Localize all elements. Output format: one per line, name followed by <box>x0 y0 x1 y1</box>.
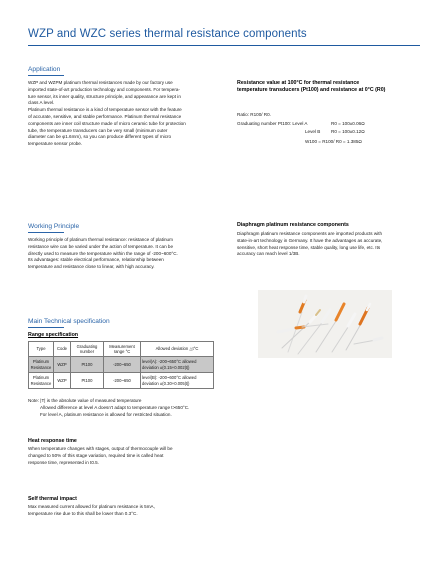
table-cell-deviation: level(B): -200~600°C allowed deviation ±(0.30+0.005|t|) <box>141 373 214 389</box>
ratio-text: Ratio: R100/ R0. <box>237 112 271 117</box>
text-line: of accurate, sensitive, and stable performance. Platinum thermal resistance <box>28 113 182 119</box>
table-cell-deviation: level(A): -200~650°C allowed deviation ±(0.15+0.002|t|) <box>141 357 214 373</box>
column-header-measurement-range: Measurement range °C <box>104 342 141 357</box>
column-header-allowed-deviation: Allowed deviation △t°C <box>141 342 214 357</box>
column-header-graduating-number: Graduating number <box>71 342 104 357</box>
text-line: temperature rise due to this shall be lower than 0.3°C. <box>28 510 138 516</box>
heat-heading: Heat response time <box>28 438 77 444</box>
column-header-type: Type <box>29 342 54 357</box>
level-a-value: R0 = 100±0.06Ω <box>331 121 365 126</box>
range-specification-table <box>28 341 214 389</box>
text-line: class A level. <box>28 100 55 106</box>
spec-notes <box>28 398 268 418</box>
text-line: Diaphragm platinum resistance components are imported products with <box>237 231 383 236</box>
table-cell-type: Platinum Resistance <box>29 357 54 373</box>
spec-heading: Main Technical specification <box>28 318 110 325</box>
text-line: accuracy can reach level 1/3B. <box>237 251 300 257</box>
text-line: ture sensor, its inner quality, structure principle, and appearance are kept in <box>28 93 181 99</box>
self-text <box>28 504 258 518</box>
page-title: WZP and WZC series thermal resistance components <box>28 28 307 40</box>
text-line: Platinum thermal resistance is a kind of temperature sensor with the feature <box>28 107 182 113</box>
application-heading: Application <box>28 66 61 73</box>
table-header-row <box>29 342 214 357</box>
range-heading: Range specification <box>28 332 79 338</box>
text-line: imported state-of-art production technology and components. For tempera- <box>28 86 180 92</box>
table-row <box>29 373 214 389</box>
table-cell-type: Platinum Resistance <box>29 373 54 389</box>
w100-value: W100 = R100/ R0 = 1.385Ω <box>305 139 362 144</box>
text-line: Max measured current allowed for platinum resistance is 5mA, <box>28 504 155 509</box>
text-line: Working principle of platinum thermal resistance: resistance of platinum <box>28 237 173 242</box>
note-line: Note: |T| is the absolute value of measured temperature <box>28 398 142 403</box>
working-text <box>28 237 228 271</box>
table-cell-code: WZP <box>54 357 71 373</box>
text-line: temperature sensor probe. <box>28 141 83 147</box>
text-line: When temperature changes with stages, output of thermocouple will be <box>28 446 173 451</box>
heading-line: temperature transducers (Pt100) and resistance at 0°C (R0) <box>237 87 386 93</box>
column-header-code: Code <box>54 342 71 357</box>
text-line: diameter can be φ1.6mm), so you can produce different types of micro <box>28 134 172 140</box>
table-cell-graduating-number: Pt100 <box>71 357 104 373</box>
heat-text <box>28 446 258 466</box>
text-line: temperature and resistance close to linear, with high accuracy. <box>28 264 155 270</box>
table-cell-range: -200~650 <box>104 373 141 389</box>
table-cell-range: -200~650 <box>104 357 141 373</box>
level-b-value: R0 = 100±0.12Ω <box>331 129 365 134</box>
note-line: For level A, platinum resistance is allowed for restricted situation. <box>40 411 172 417</box>
text-line: resistance wire can be varied under the action of temperature. It can be <box>28 243 174 249</box>
sensor-components-image <box>258 290 392 358</box>
text-line: response time, represented in t0.5. <box>28 459 99 465</box>
table-cell-code: WZP <box>54 373 71 389</box>
table-cell-graduating-number: Pt100 <box>71 373 104 389</box>
text-line: Its advantages: stable electrical performance, relationship between <box>28 257 164 263</box>
self-heading: Self thermal impact <box>28 496 77 502</box>
heading-line: Resistance value at 100°C for thermal resistance <box>237 80 360 86</box>
text-line: components are inner coil structure made of micro ceramic tube for protection <box>28 120 186 126</box>
product-photo <box>258 290 392 358</box>
table-row <box>29 357 214 373</box>
application-text <box>28 80 228 148</box>
text-line: sensitive, short heat response time, stable quality, long use life, etc. Its <box>237 244 381 250</box>
working-heading: Working Principle <box>28 223 80 230</box>
text-line: changed to 50% of this stage variation, required time is called heat <box>28 452 164 458</box>
diaphragm-heading: Diaphragm platinum resistance components <box>237 222 349 228</box>
graduating-label: Graduating number Pt100: Level A <box>237 121 308 126</box>
title-rule <box>28 45 420 46</box>
text-line: directly used to measure the temperature within the range of -200~600°C. <box>28 250 178 256</box>
resistance-heading <box>237 80 385 94</box>
text-line: tube, the temperature transducers can be very small (minimum outer <box>28 127 168 133</box>
text-line: WZP and WZPM platinum thermal resistances made by our factory use <box>28 80 173 85</box>
text-line: state-in-art technology in Germany. It have the advantages as accurate, <box>237 237 383 243</box>
note-line: Allowed difference at level A doesn't adapt to temperature range t>650°C. <box>40 404 190 410</box>
level-b-label: Level B <box>305 129 321 134</box>
diaphragm-text <box>237 231 437 258</box>
